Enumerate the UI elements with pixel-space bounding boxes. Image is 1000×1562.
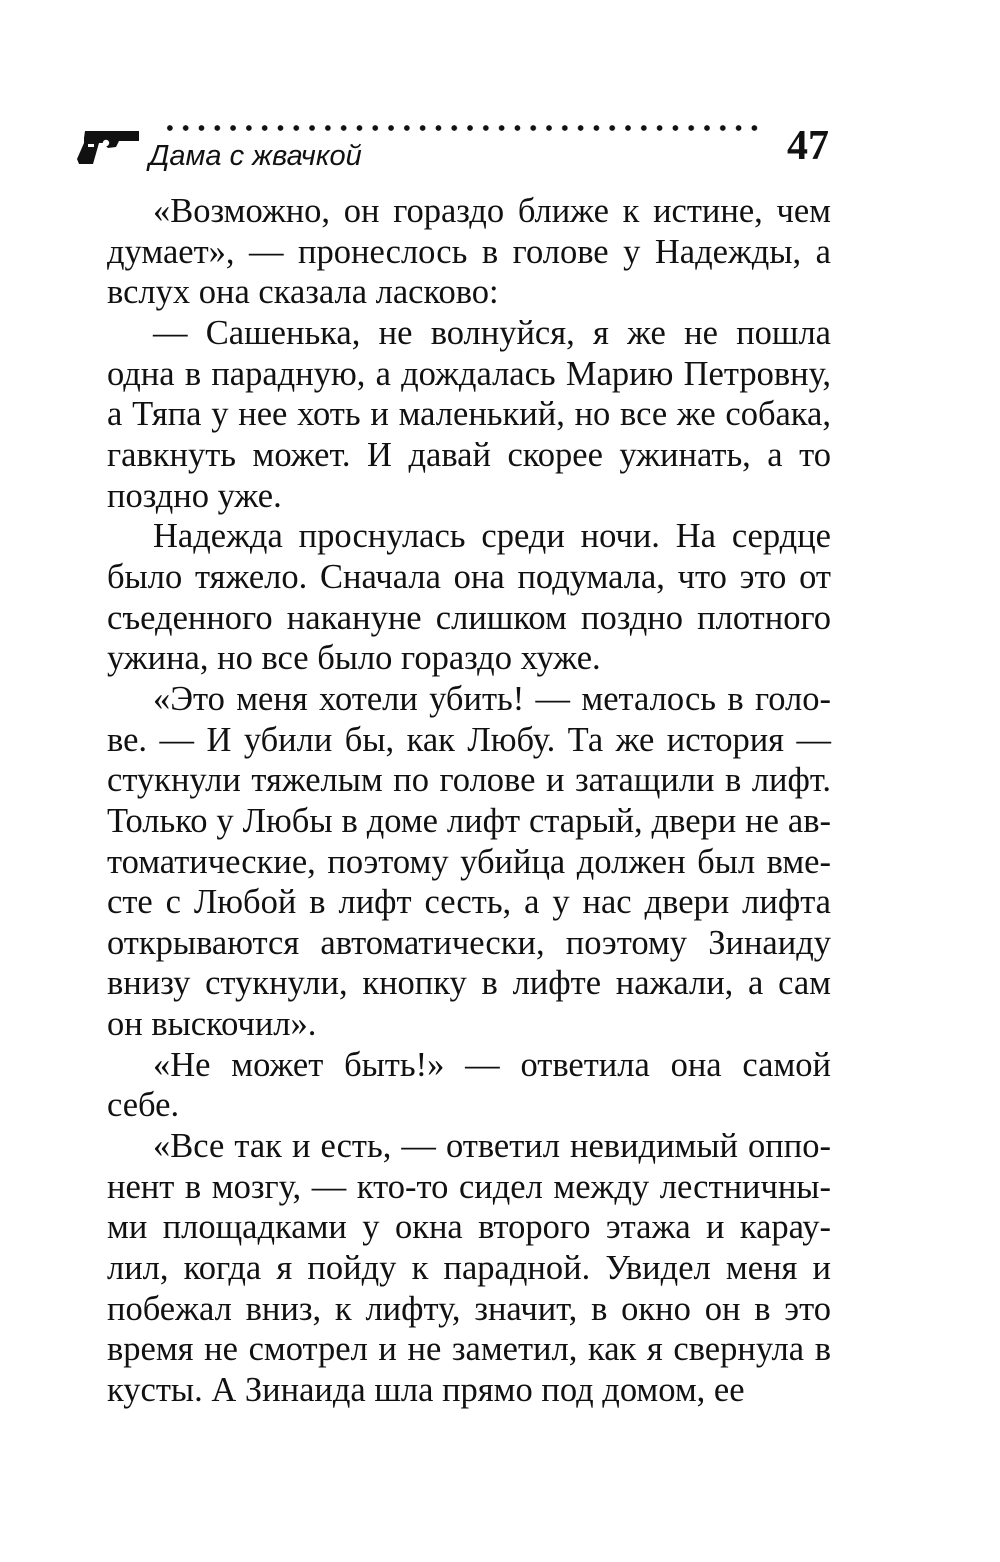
body-text (107, 191, 831, 1411)
running-title: Дама с жвачкой (149, 140, 362, 172)
paragraph: «Это меня хотели убить! — металось в голове. — И убили бы, как Любу. Та же история — стукнули тяжелым по голове и затащили в лифт. Только у Любы в доме лифт старый, двери не автоматические, поэтому убийца должен был вместе с Любой в лифт сесть, а у нас двери лифта открываются автоматически, поэтому Зинаиду внизу стукнули, кнопку в лифте нажали, а сам он выскочил». (107, 679, 831, 1044)
paragraph: Надежда проснулась среди ночи. На сердце было тяжело. Сначала она подумала, что это от съеденного накануне слишком поздно плотного ужина, но все было гораздо хуже. (107, 517, 831, 678)
dotted-rule (162, 123, 762, 133)
page-header (75, 118, 835, 178)
page-number: 47 (787, 123, 829, 169)
paragraph: — Сашенька, не волнуйся, я же не пошла одна в парадную, а дождалась Марию Петровну, а Тяпа у нее хоть и маленький, но все же собака, гавкнуть может. И давай скорее ужинать, а то поздно уже. (107, 313, 831, 515)
paragraph: «Не может быть!» — ответила она самой себе. (107, 1045, 831, 1125)
paragraph: «Возможно, он гораздо ближе к истине, чем думает», — пронеслось в голове у Надежды, а вслух она сказала ласково: (107, 192, 831, 312)
pistol-icon (75, 128, 141, 168)
paragraph: «Все так и есть, — ответил невидимый оппонент в мозгу, — кто-то сидел между лестничными площадками у окна второго этажа и караулил, когда я пойду к парадной. Увидел меня и побежал вниз, к лифту, значит, в окно он в это время не смотрел и не заметил, как я свернула в кусты. А Зинаида шла прямо под домом, ее (107, 1127, 831, 1410)
